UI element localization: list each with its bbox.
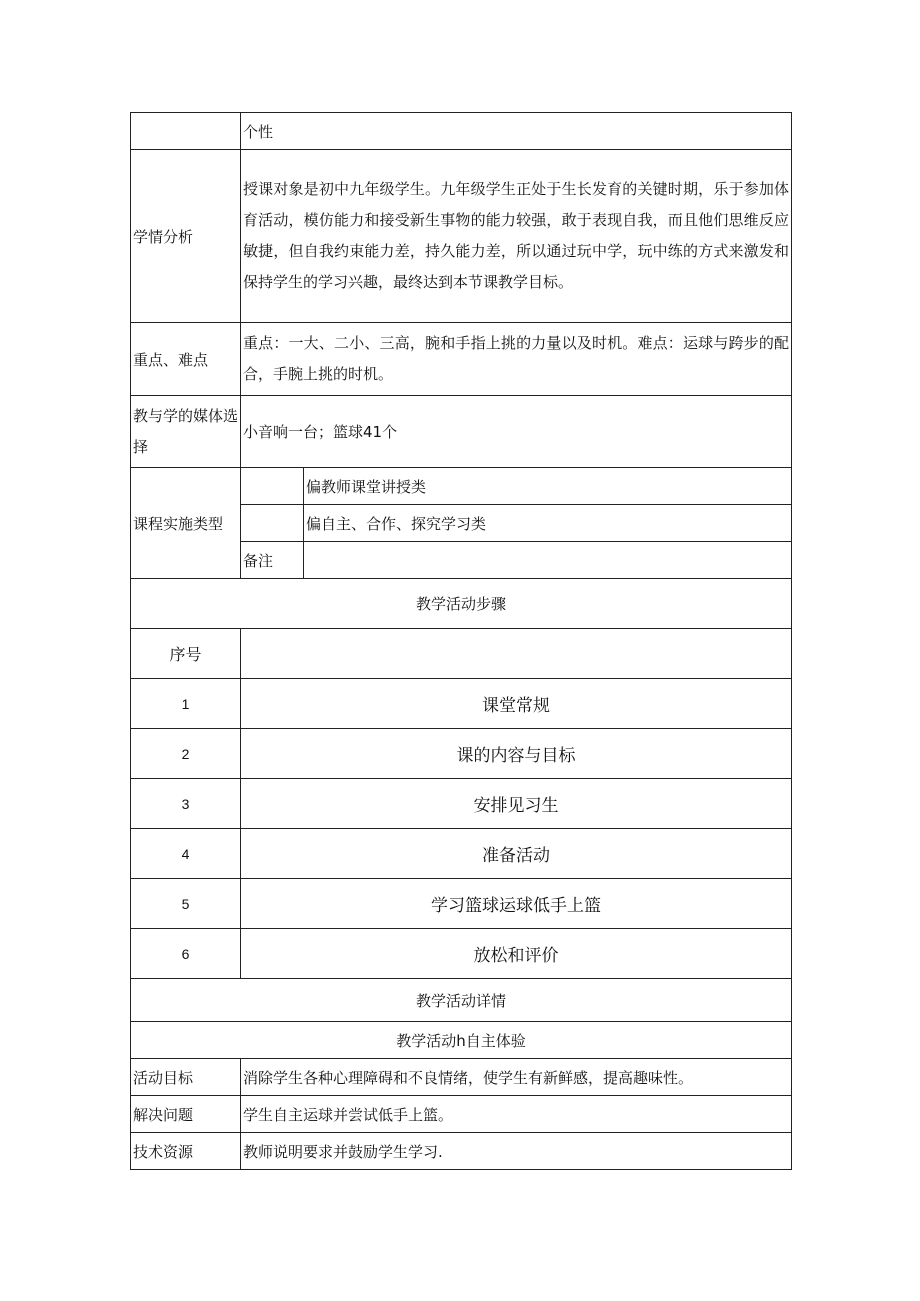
course-type-label: 课程实施类型 bbox=[131, 468, 241, 579]
steps-header-row bbox=[131, 629, 792, 679]
steps-title: 教学活动步骤 bbox=[131, 579, 792, 629]
step-row bbox=[131, 929, 792, 979]
course-type-option-1: 偏教师课堂讲授类 bbox=[304, 468, 792, 505]
remark-value bbox=[304, 542, 792, 579]
activity-title: 教学活动h自主体验 bbox=[131, 1022, 792, 1059]
course-type-check-1 bbox=[241, 468, 304, 505]
step-name: 安排见习生 bbox=[241, 779, 792, 829]
analysis-text: 授课对象是初中九年级学生。九年级学生正处于生长发育的关键时期，乐于参加体育活动，模仿能力和接受新生事物的能力较强，敢于表现自我，而且他们思维反应敏捷，但自我约束能力差，持久能力差，所以通过玩中学，玩中练的方式来激发和保持学生的学习兴趣，最终达到本节课教学目标。 bbox=[241, 150, 792, 323]
detail-value: 教师说明要求并鼓励学生学习. bbox=[241, 1133, 792, 1170]
remark-label: 备注 bbox=[241, 542, 304, 579]
row-course-type-1 bbox=[131, 468, 792, 505]
course-type-check-2 bbox=[241, 505, 304, 542]
step-name: 课堂常规 bbox=[241, 679, 792, 729]
step-number: 1 bbox=[131, 679, 241, 729]
details-title-row bbox=[131, 979, 792, 1022]
step-row bbox=[131, 729, 792, 779]
step-number: 5 bbox=[131, 879, 241, 929]
lesson-plan-table bbox=[130, 112, 792, 1170]
step-row bbox=[131, 679, 792, 729]
row-top-value: 个性 bbox=[241, 113, 792, 150]
step-row bbox=[131, 829, 792, 879]
detail-label: 活动目标 bbox=[131, 1059, 241, 1096]
row-top bbox=[131, 113, 792, 150]
details-title: 教学活动详情 bbox=[131, 979, 792, 1022]
media-text: 小音响一台；篮球41个 bbox=[241, 396, 792, 468]
step-row bbox=[131, 779, 792, 829]
content-header bbox=[241, 629, 792, 679]
detail-row-problem bbox=[131, 1096, 792, 1133]
step-number: 3 bbox=[131, 779, 241, 829]
step-row bbox=[131, 879, 792, 929]
detail-label: 技术资源 bbox=[131, 1133, 241, 1170]
course-type-option-2: 偏自主、合作、探究学习类 bbox=[304, 505, 792, 542]
index-header: 序号 bbox=[131, 629, 241, 679]
step-name: 课的内容与目标 bbox=[241, 729, 792, 779]
row-key-points bbox=[131, 323, 792, 396]
step-number: 6 bbox=[131, 929, 241, 979]
analysis-label: 学情分析 bbox=[131, 150, 241, 323]
detail-value: 学生自主运球并尝试低手上篮。 bbox=[241, 1096, 792, 1133]
steps-title-row bbox=[131, 579, 792, 629]
key-points-text: 重点：一大、二小、三高，腕和手指上挑的力量以及时机。难点：运球与跨步的配合，手腕上挑的时机。 bbox=[241, 323, 792, 396]
detail-label: 解决问题 bbox=[131, 1096, 241, 1133]
row-media bbox=[131, 396, 792, 468]
detail-row-goal bbox=[131, 1059, 792, 1096]
row-analysis bbox=[131, 150, 792, 323]
step-name: 放松和评价 bbox=[241, 929, 792, 979]
detail-value: 消除学生各种心理障碍和不良情绪，使学生有新鲜感，提高趣味性。 bbox=[241, 1059, 792, 1096]
media-label: 教与学的媒体选择 bbox=[131, 396, 241, 468]
activity-title-row bbox=[131, 1022, 792, 1059]
step-number: 4 bbox=[131, 829, 241, 879]
step-name: 准备活动 bbox=[241, 829, 792, 879]
step-name: 学习篮球运球低手上篮 bbox=[241, 879, 792, 929]
detail-row-resource bbox=[131, 1133, 792, 1170]
row-top-label bbox=[131, 113, 241, 150]
step-number: 2 bbox=[131, 729, 241, 779]
key-points-label: 重点、难点 bbox=[131, 323, 241, 396]
